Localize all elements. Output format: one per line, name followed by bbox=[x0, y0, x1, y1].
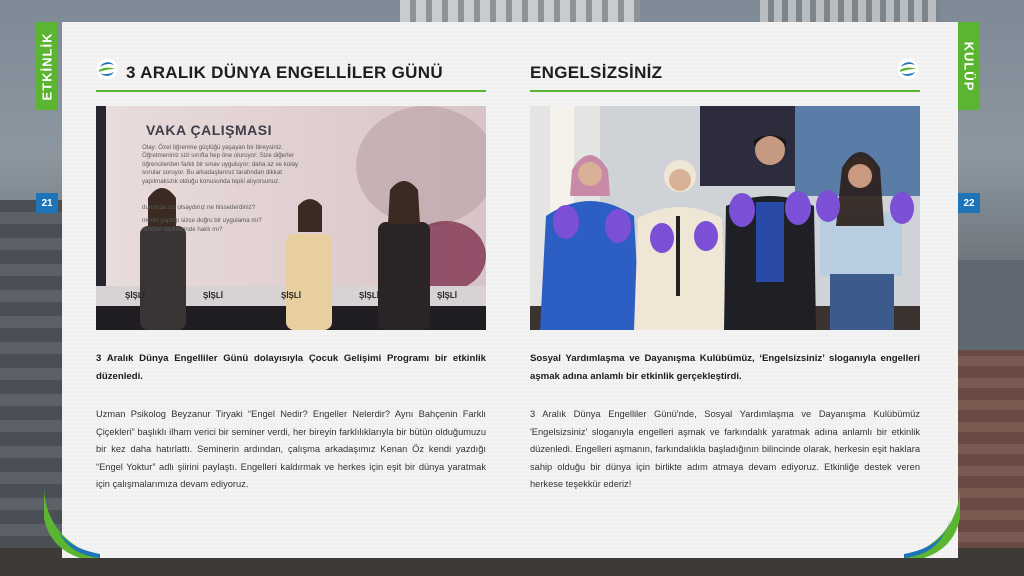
body-text: 3 Aralık Dünya Engelliler Günü'nde, Sosyal Yardımlaşma ve Dayanışma Kulübümüz 'Engelsizsiniz' sloganıyla engelleri aşmak ve farkındalık yaratmak adına anlamlı bir etkinlik düzenledi. Engelleri aşmanın, farkındalıkla başladığının bilincinde olarak, herkesin eşit haklara sahip olduğu bir dünya için birlikte adım atmaya devam ediyoruz. Etkinliğe destek veren herkese teşekkür ederiz! bbox=[530, 409, 920, 489]
corner-swoosh-icon bbox=[904, 488, 964, 558]
slide-line: Olay: Özel öğrenme güçlüğü yaşayan bir bireysiniz. bbox=[142, 144, 284, 151]
slide-line: öğrencilerden farklı bir sınav uyguluyor; daha az ve kolay bbox=[142, 160, 299, 168]
heading-left bbox=[96, 56, 486, 92]
slide-title: VAKA ÇALIŞMASI bbox=[146, 122, 272, 138]
heading-right bbox=[530, 56, 920, 92]
section-tab-right bbox=[958, 22, 980, 110]
stage-banner-text: ŞİŞLİ ŞİŞLİ ŞİŞLİ ŞİŞLİ ŞİŞLİ bbox=[124, 291, 457, 300]
section-tab-left bbox=[36, 22, 58, 110]
body-paragraph-right bbox=[530, 406, 920, 494]
page-title-right: ENGELSİZSİNİZ bbox=[530, 63, 663, 82]
seminar-photo bbox=[96, 106, 486, 330]
slide-line: menin yaptığı sizce doğru bir uygulama mı? bbox=[142, 217, 262, 225]
section-label-etkinlik: ETKİNLİK bbox=[39, 32, 55, 100]
lead-text: 3 Aralık Dünya Engelliler Günü dolayısıyla Çocuk Gelişimi Programı bir etkinlik düzenledi. bbox=[96, 353, 486, 382]
lead-text: Sosyal Yardımlaşma ve Dayanışma Kulübümüz, ‘Engelsizsiniz’ sloganıyla engelleri aşmak adına anlamlı bir etkinlik gerçekleştirdi. bbox=[530, 353, 920, 382]
section-label-kulup: KULÜP bbox=[961, 41, 977, 91]
page-number-left: 21 bbox=[36, 193, 58, 213]
slide-line: sorular soruyor. Bu arkadaşlarınız tarafından dikkat bbox=[142, 169, 282, 177]
page-number-right: 22 bbox=[958, 193, 980, 213]
lead-paragraph-right bbox=[530, 350, 920, 385]
slide-line: renciler tepkilerinde haklı mı? bbox=[142, 225, 223, 233]
body-text: Uzman Psikolog Beyzanur Tiryaki “Engel Nedir? Engeller Nelerdir? Aynı Bahçenin Farklı Çiçekleri” başlıklı ilham verici bir seminer verdi, her bireyin farklılıklarıyla bir bütün olduğumuzu bir kez daha hatırlattı. Seminerin ardından, çalışma arkadaşımız Kenan Öz kendi yazdığı “Engel Yoktur” adlı şiirini paylaştı. Engelleri kaldırmak ve herkes için eşit bir dünya yaratmak için çalışmalarımıza devam ediyoruz. bbox=[96, 409, 486, 489]
slide-line: Öğretmeniniz sizi sınıfta hep öne oluruyor: Size diğerler bbox=[142, 152, 295, 160]
group-photo bbox=[530, 106, 920, 330]
slide-text bbox=[142, 144, 362, 234]
body-paragraph-left bbox=[96, 406, 486, 494]
slide-line: yapılmakszık olduğu konusunda tepki alıyorsunuz. bbox=[142, 177, 280, 185]
page-title-left: 3 ARALIK DÜNYA ENGELLİLER GÜNÜ bbox=[126, 63, 443, 82]
lead-paragraph-left bbox=[96, 350, 486, 385]
slide-line: durumda siz olsaydınız ne hissederdiniz? bbox=[142, 204, 256, 212]
corner-swoosh-icon bbox=[40, 488, 100, 558]
